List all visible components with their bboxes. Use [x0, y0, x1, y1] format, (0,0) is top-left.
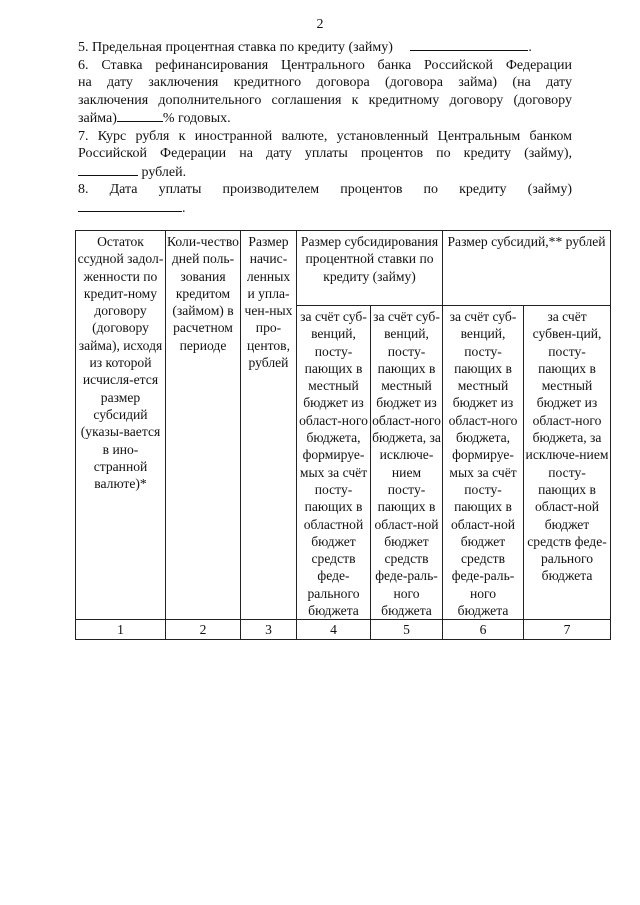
p8-blank-line [78, 199, 182, 212]
col-number: 6 [443, 620, 524, 639]
p8-suffix: . [182, 200, 186, 216]
paragraph-7-line1: 7. Курс рубля к иностранной валюте, установленный Центральным банком [78, 128, 572, 144]
header-col3-interest: Размер начис-ленных и упла-чен-ных про-центов, рублей [241, 231, 297, 620]
table-number-row [76, 620, 611, 639]
col-number: 2 [166, 620, 241, 639]
paragraph-8-line1: 8. Дата уплаты производителем процентов по кредиту (займу) [78, 182, 572, 197]
col-number: 7 [524, 620, 611, 639]
p5-text: 5. Предельная процентная ставка по кредиту (займу) [78, 40, 393, 55]
paragraph-5 [78, 38, 572, 57]
paragraph-7-line2: Российской Федерации на дату уплаты процентов по кредиту (займу), [78, 146, 572, 161]
header-group-rate: Размер субсидирования процентной ставки по кредиту (займу) [297, 231, 443, 306]
p6-prefix: займа) [78, 111, 117, 126]
subsidy-table [75, 230, 611, 640]
col-number: 3 [241, 620, 297, 639]
col-number: 1 [76, 620, 166, 639]
header-col6: за счёт суб-венций, посту-пающих в местный бюджет из област-ного бюджета, формируе-мых за счёт посту-пающих в област-ной бюджет средств феде-раль-ного бюджета [443, 306, 524, 620]
header-col7: за счёт субвен-ций, посту-пающих в местный бюджет из област-ного бюджета, за исключе-нием посту-пающих в област-ной бюджет средств феде-рального бюджета [524, 306, 611, 620]
p6-blank-line [117, 109, 163, 122]
header-group-subsidies: Размер субсидий,** рублей [443, 231, 611, 306]
col-number: 4 [297, 620, 371, 639]
paragraph-6-line2: на дату заключения кредитного договора (договора займа) (на дату [78, 75, 572, 90]
col-number: 5 [371, 620, 443, 639]
table-header-row [76, 231, 611, 306]
paragraph-7-line3 [78, 163, 572, 182]
header-col4: за счёт суб-венций, посту-пающих в местный бюджет из област-ного бюджета, формируе-мых за счёт посту-пающих в областной бюджет средств феде-рального бюджета [297, 306, 371, 620]
header-col2-days: Коли-чество дней поль-зования кредитом (займом) в расчетном периоде [166, 231, 241, 620]
p7-blank-line [78, 163, 138, 176]
paragraph-6-line1: 6. Ставка рефинансирования Центрального банка Российской Федерации [78, 57, 572, 73]
page-number: 2 [316, 17, 324, 32]
paragraph-8-line2 [78, 199, 572, 218]
p5-tail: . [528, 40, 532, 55]
paragraph-6-line3: заключения дополнительного соглашения к кредитному договору (договору [78, 92, 572, 108]
p6-suffix: % годовых. [162, 111, 231, 126]
p7-suffix: рублей. [138, 164, 187, 180]
p5-blank-line [410, 38, 528, 51]
header-col5: за счёт суб-венций, посту-пающих в местный бюджет из област-ного бюджета, за исключе-нием посту-пающих в област-ной бюджет средств феде-раль-ного бюджета [371, 306, 443, 620]
paragraphs-block [78, 38, 572, 217]
header-col1-loan-balance: Остаток ссудной задол-женности по кредит-ному договору (договору займа), исходя из которой исчисля-ется размер субсидий (указы-вается в ино-странной валюте)* [76, 231, 166, 620]
paragraph-6-line4 [78, 109, 572, 128]
